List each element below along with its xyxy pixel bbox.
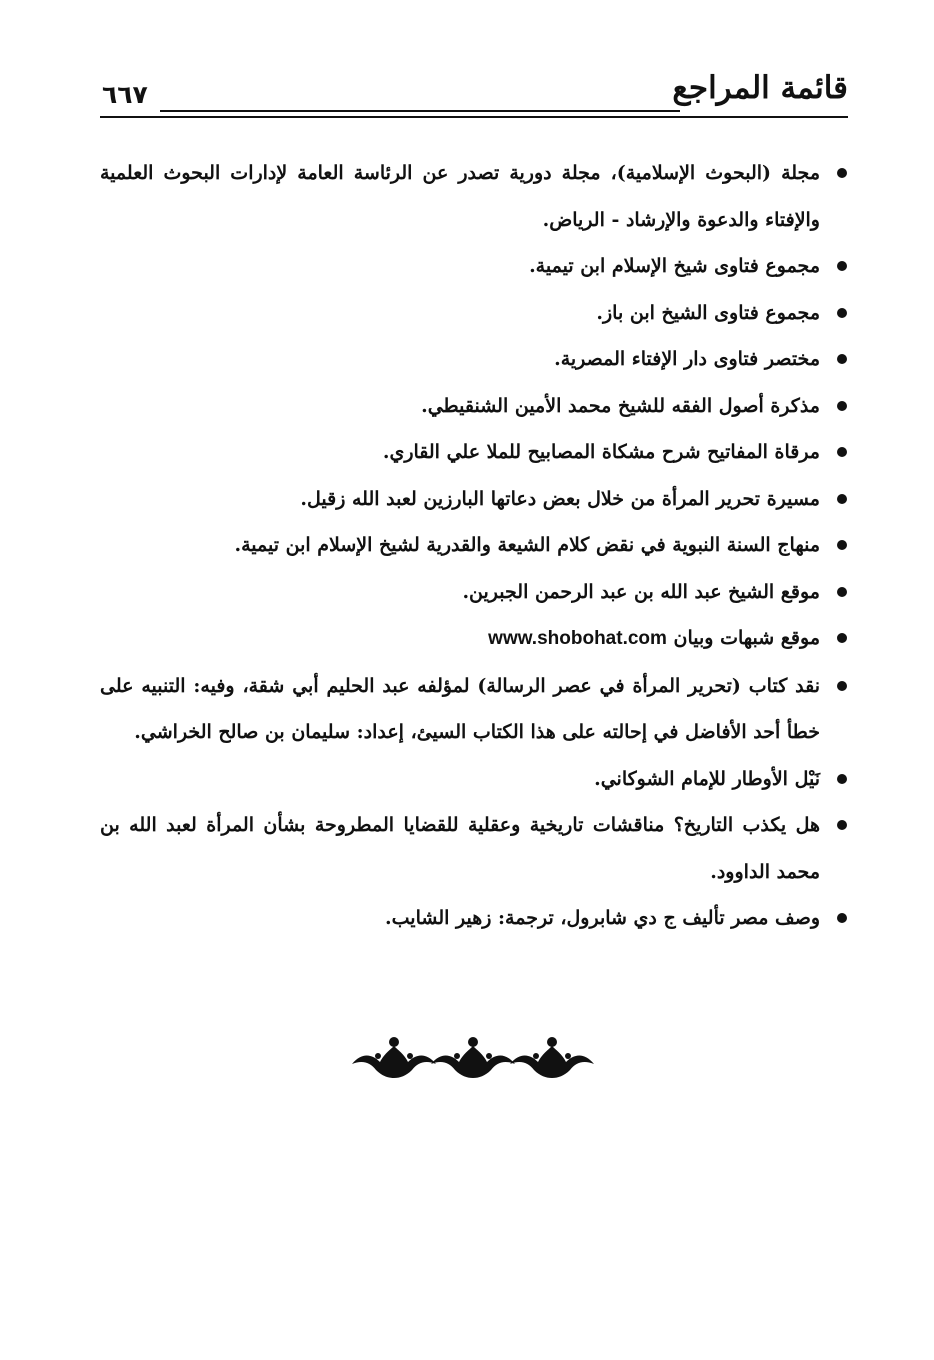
bullet-icon xyxy=(837,587,847,597)
reference-text: هل يكذب التاريخ؟ مناقشات تاريخية وعقلية للقضايا المطروحة بشأن المرأة لعبد الله بن محمد الداوود. xyxy=(100,814,820,883)
bullet-icon xyxy=(837,681,847,691)
reference-text: مذكرة أصول الفقه للشيخ محمد الأمين الشنقيطي. xyxy=(421,394,820,417)
reference-item xyxy=(100,290,850,337)
reference-item xyxy=(100,615,850,663)
header-rule xyxy=(100,116,848,118)
bullet-icon xyxy=(837,494,847,504)
reference-text: موقع شبهات وبيان xyxy=(673,627,820,649)
reference-item xyxy=(100,895,850,942)
bullet-icon xyxy=(837,820,847,830)
bullet-icon xyxy=(837,774,847,784)
reference-text: مرقاة المفاتيح شرح مشكاة المصابيح للملا علي القاري. xyxy=(382,441,820,463)
reference-item xyxy=(100,756,850,803)
bullet-icon xyxy=(837,354,847,364)
reference-list xyxy=(100,150,850,942)
reference-text: مجموع فتاوى الشيخ ابن باز. xyxy=(596,301,820,324)
reference-item xyxy=(100,336,850,383)
reference-item xyxy=(100,150,850,243)
bullet-icon xyxy=(837,308,847,318)
reference-url: www.shobohat.com xyxy=(488,628,667,649)
reference-text: منهاج السنة النبوية في نقض كلام الشيعة والقدرية لشيخ الإسلام ابن تيمية. xyxy=(234,534,820,556)
reference-text: مجلة (البحوث الإسلامية)، مجلة دورية تصدر عن الرئاسة العامة لإدارات البحوث العلمية والإفتاء والدعوة والإرشاد - الرياض. xyxy=(100,162,820,231)
reference-text: وصف مصر تأليف ج دي شابرول، ترجمة: زهير الشايب. xyxy=(385,907,820,929)
reference-item xyxy=(100,243,850,290)
reference-text: نقد كتاب (تحرير المرأة في عصر الرسالة) لمؤلفه عبد الحليم أبي شقة، وفيه: التنبيه على خطأ أحد الأفاضل في إحالته على هذا الكتاب السيئ، إعداد: سليمان بن صالح الخراشي. xyxy=(100,674,820,743)
reference-text: مجموع فتاوى شيخ الإسلام ابن تيمية. xyxy=(529,255,820,277)
header-title: قائمة المراجع xyxy=(672,70,848,106)
reference-text: نَيْل الأوطار للإمام الشوكاني. xyxy=(594,767,820,790)
reference-item xyxy=(100,802,850,895)
reference-item xyxy=(100,569,850,616)
reference-item xyxy=(100,663,850,756)
reference-text: مختصر فتاوى دار الإفتاء المصرية. xyxy=(554,348,820,370)
reference-text: مسيرة تحرير المرأة من خلال بعض دعاتها البارزين لعبد الله زقيل. xyxy=(300,487,820,510)
page-header xyxy=(100,62,848,126)
bullet-icon xyxy=(837,401,847,411)
bullet-icon xyxy=(837,261,847,271)
reference-item xyxy=(100,429,850,476)
bullet-icon xyxy=(837,913,847,923)
reference-item xyxy=(100,476,850,523)
reference-item xyxy=(100,522,850,569)
reference-text: موقع الشيخ عبد الله بن عبد الرحمن الجبرين. xyxy=(462,580,820,603)
page-number: ٦٦٧ xyxy=(102,80,148,109)
reference-item xyxy=(100,383,850,430)
bullet-icon xyxy=(837,633,847,643)
bullet-icon xyxy=(837,168,847,178)
bullet-icon xyxy=(837,540,847,550)
bullet-icon xyxy=(837,447,847,457)
floral-ornament-icon xyxy=(348,1030,594,1090)
header-rule-thin xyxy=(160,110,680,112)
